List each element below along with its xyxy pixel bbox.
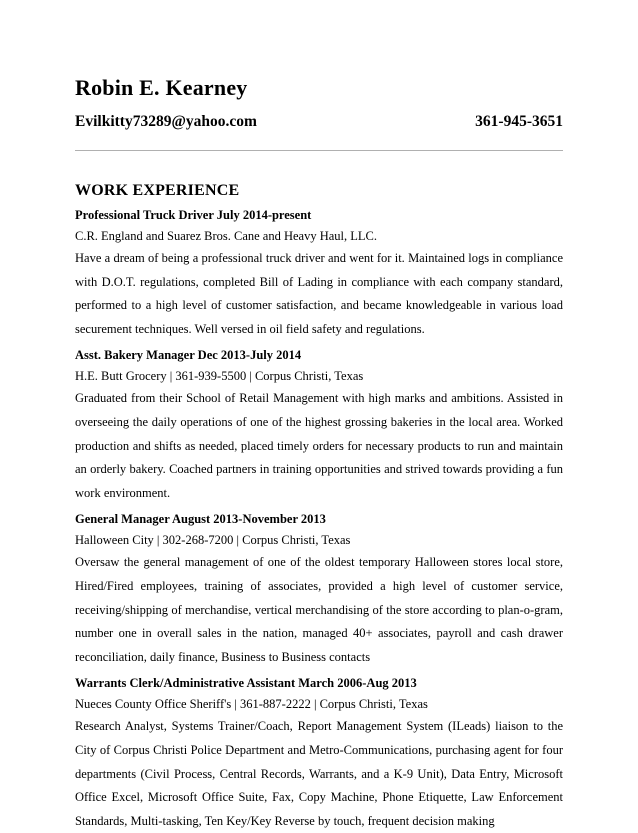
job-entry [75,205,563,341]
section-title: WORK EXPERIENCE [75,182,240,199]
resume-page [75,74,563,833]
job-description: Research Analyst, Systems Trainer/Coach, Report Management System (ILeads) liaison to the City of Corpus Christi Police Department and Metro-Communications, purchasing agent for four departments (Civil Process, Central Records, Warrants, and a K-9 Unit), Data Entry, Microsoft Office Excel, Microsoft Office Suite, Fax, Copy Machine, Phone Etiquette, Law Enforcement Standards, Multi-tasking, Ten Key/Key Reverse by touch, frequent decision making [75,719,563,828]
job-employer: C.R. England and Suarez Bros. Cane and Heavy Haul, LLC. [75,229,378,243]
phone-number: 361-945-3651 [475,113,563,130]
job-title: Asst. Bakery Manager Dec 2013-July 2014 [75,348,302,363]
job-employer: Halloween City | 302-268-7200 | Corpus Christi, Texas [75,533,351,548]
email-address: Evilkitty73289@yahoo.com [75,113,257,130]
job-description: Graduated from their School of Retail Management with high marks and ambitions. Assisted in overseeing the daily operations of one of the highest grossing bakeries in the local area. Worked production and shifts as needed, placed timely orders for necessary products to run and maintain an orderly bakery. Coached partners in training opportunities and strived towards providing a fun work environment. [75,391,563,500]
job-description: Have a dream of being a professional truck driver and went for it. Maintained logs in compliance with D.O.T. regulations, completed Bill of Lading in compliance with each company standard, performed to a high level of customer satisfaction, and became knowledgeable in various load securement techniques. Well versed in oil field safety and regulations. [75,251,563,336]
job-entry [75,673,563,833]
header-divider [75,150,563,151]
job-title: Warrants Clerk/Administrative Assistant March 2006-Aug 2013 [75,676,417,691]
resume-name: Robin E. Kearney [75,75,248,100]
job-entry [75,345,563,505]
job-employer: Nueces County Office Sheriff's | 361-887-2222 | Corpus Christi, Texas [75,697,428,712]
job-title: General Manager August 2013-November 2013 [75,512,326,527]
contact-line [75,112,563,132]
job-employer: H.E. Butt Grocery | 361-939-5500 | Corpus Christi, Texas [75,369,364,384]
job-title: Professional Truck Driver July 2014-present [75,208,312,222]
job-description: Oversaw the general management of one of the oldest temporary Halloween stores local store, Hired/Fired employees, training of associates, provided a high level of customer service, receiving/shipping of merchandise, vertical merchandising of the store according to plan-o-gram, number one in overall sales in the nation, managed 40+ associates, payroll and cash drawer reconciliation, daily finance, Business to Business contacts [75,555,563,664]
job-entry [75,509,563,669]
